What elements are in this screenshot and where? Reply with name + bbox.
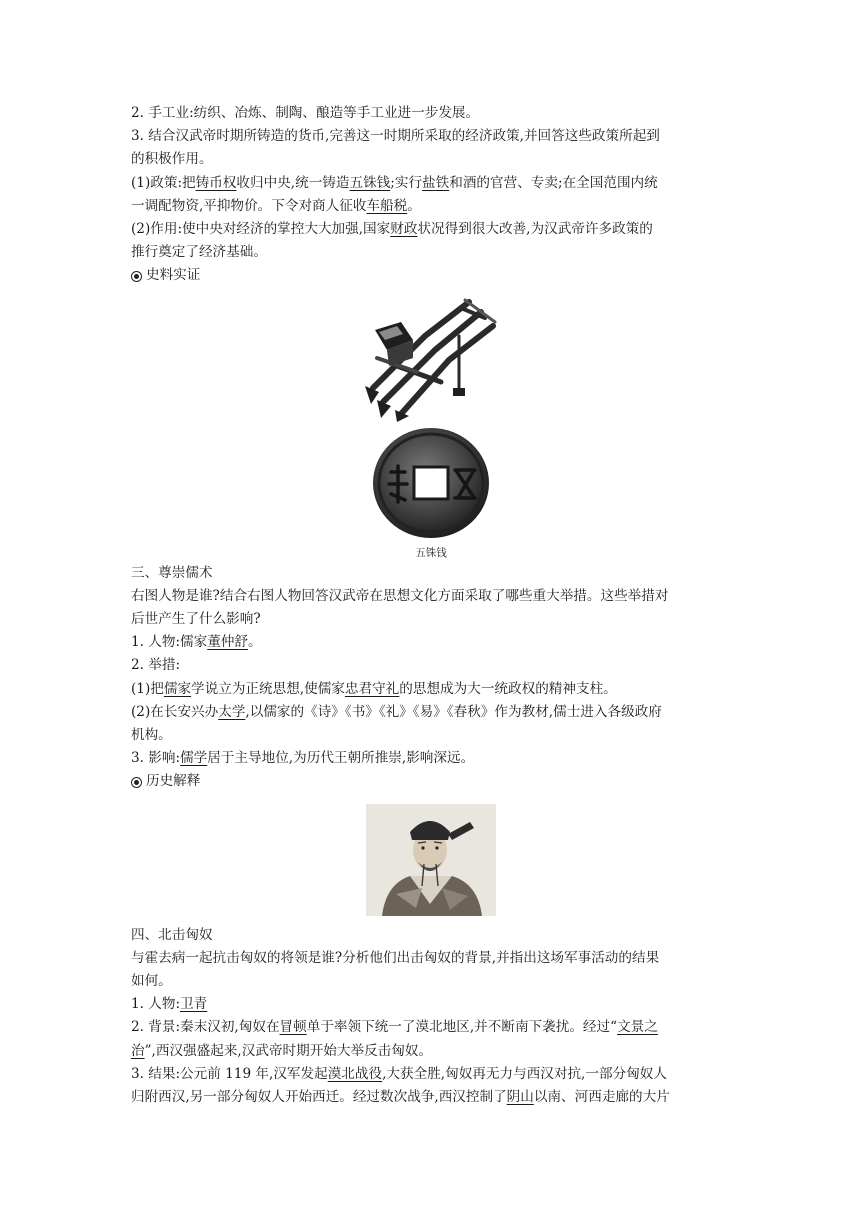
- coin-figure: [131, 426, 731, 540]
- tag-label: 历史解释: [146, 773, 201, 790]
- text: 。: [248, 634, 262, 651]
- measure-1-line: [131, 678, 731, 701]
- background-line-1: [131, 1016, 731, 1039]
- answer-blank: 盐铁: [422, 174, 450, 191]
- dong-zhongshu-portrait: [366, 804, 496, 916]
- answer-blank: 儒学: [180, 750, 208, 767]
- text: 和酒的官营、专卖;在全国范围内统: [449, 174, 658, 191]
- answer-blank: 阴山: [506, 1089, 534, 1106]
- effect-line-2: 推行奠定了经济基础。: [131, 244, 267, 261]
- answer-blank: 董仲舒: [207, 634, 249, 651]
- plough-image: [361, 296, 501, 422]
- text: ,以儒家的《诗》《书》《礼》《易》《春秋》作为教材,儒士进入各级政府: [245, 703, 662, 720]
- circle-bullet-icon: [131, 777, 142, 788]
- background-line-2: [131, 1040, 731, 1063]
- text: 归附西汉,另一部分匈奴人开始西迁。经过数次战争,西汉控制了: [131, 1089, 507, 1106]
- text: (1)把: [131, 680, 164, 697]
- text: (2)在长安兴办: [131, 703, 219, 720]
- text: ”,西汉强盛起来,汉武帝时期开始大举反击匈奴。: [144, 1042, 433, 1059]
- text: 一调配物资,平抑物价。下令对商人征收: [131, 197, 367, 214]
- measures-line: 2. 举措:: [131, 657, 181, 674]
- section-3-question-line-1: 右图人物是谁?结合右图人物回答汉武帝在思想文化方面采取了哪些重大举措。这些举措对: [131, 587, 669, 604]
- text: 的思想成为大一统政权的精神支柱。: [399, 680, 617, 697]
- text: ;实行: [390, 174, 423, 191]
- circle-bullet-icon: [131, 271, 142, 282]
- answer-blank: 财政: [390, 221, 418, 238]
- measure-2-line-2: 机构。: [131, 727, 172, 744]
- result-line-2: [131, 1086, 731, 1109]
- answer-blank: 冒顿: [279, 1019, 307, 1036]
- text: 学说立为正统思想,使儒家: [191, 680, 345, 697]
- text: (1)政策:把: [131, 174, 196, 191]
- text: 1. 人物:儒家: [131, 634, 208, 651]
- answer-blank: 卫青: [180, 996, 208, 1013]
- text: 。: [407, 197, 421, 214]
- influence-line: [131, 747, 731, 770]
- answer-blank: 铸币权: [195, 174, 237, 191]
- answer-blank: 文景之: [617, 1019, 658, 1036]
- section-3-heading: 三、尊崇儒术: [131, 564, 213, 581]
- text: 3. 结果:公元前 119 年,汉军发起: [131, 1065, 328, 1082]
- section-4-question-line-2: 如何。: [131, 973, 172, 990]
- answer-blank: 忠君守礼: [344, 680, 400, 697]
- answer-blank: 儒家: [163, 680, 192, 697]
- policy-line-2: [131, 195, 731, 218]
- section-3-question-line-2: 后世产生了什么影响?: [131, 611, 261, 628]
- section-4-question-line-1: 与霍去病一起抗击匈奴的将领是谁?分析他们出击匈奴的背景,并指出这场军事活动的结果: [131, 949, 660, 966]
- tag-label: 史料实证: [146, 267, 201, 284]
- answer-blank: 漠北战役: [327, 1065, 383, 1082]
- question-3-line-1: 3. 结合汉武帝时期所铸造的货币,完善这一时期所采取的经济政策,并回答这些政策所起到: [131, 128, 660, 145]
- text: 单于率领下统一了漠北地区,并不断南下袭扰。经过“: [306, 1019, 618, 1036]
- question-3-line-2: 的积极作用。: [131, 151, 213, 168]
- answer-blank: 治: [131, 1042, 145, 1059]
- answer-blank: 五铢钱: [349, 174, 391, 191]
- document-page: [131, 102, 731, 1109]
- measure-2-line-1: [131, 701, 731, 724]
- plough-figure: [131, 296, 731, 422]
- text: 3. 影响:: [131, 750, 181, 767]
- effect-line-1: [131, 218, 731, 241]
- text: 2. 背景:秦末汉初,匈奴在: [131, 1019, 280, 1036]
- wuzhu-coin-image: [371, 426, 491, 540]
- policy-line-1: [131, 172, 731, 195]
- section-tag: [131, 770, 731, 793]
- text: (2)作用:使中央对经济的掌控大大加强,国家: [131, 221, 391, 238]
- portrait-figure: [131, 804, 731, 916]
- text: 1. 人物:: [131, 996, 181, 1013]
- text: 状况得到很大改善,为汉武帝许多政策的: [417, 221, 653, 238]
- text: 以南、河西走廊的大片: [533, 1089, 670, 1106]
- general-line: [131, 993, 731, 1016]
- coin-caption: 五铢钱: [415, 546, 447, 559]
- answer-blank: 车船税: [366, 197, 408, 214]
- text: 收归中央,统一铸造: [236, 174, 350, 191]
- handicraft-item: 2. 手工业:纺织、冶炼、制陶、酿造等手工业进一步发展。: [131, 105, 480, 121]
- result-line-1: [131, 1063, 731, 1086]
- answer-blank: 太学: [218, 703, 246, 720]
- text: 居于主导地位,为历代王朝所推崇,影响深远。: [207, 750, 475, 767]
- text: ,大获全胜,匈奴再无力与西汉对抗,一部分匈奴人: [382, 1065, 667, 1082]
- person-line: [131, 631, 731, 654]
- section-tag: [131, 264, 731, 287]
- section-4-heading: 四、北击匈奴: [131, 926, 213, 943]
